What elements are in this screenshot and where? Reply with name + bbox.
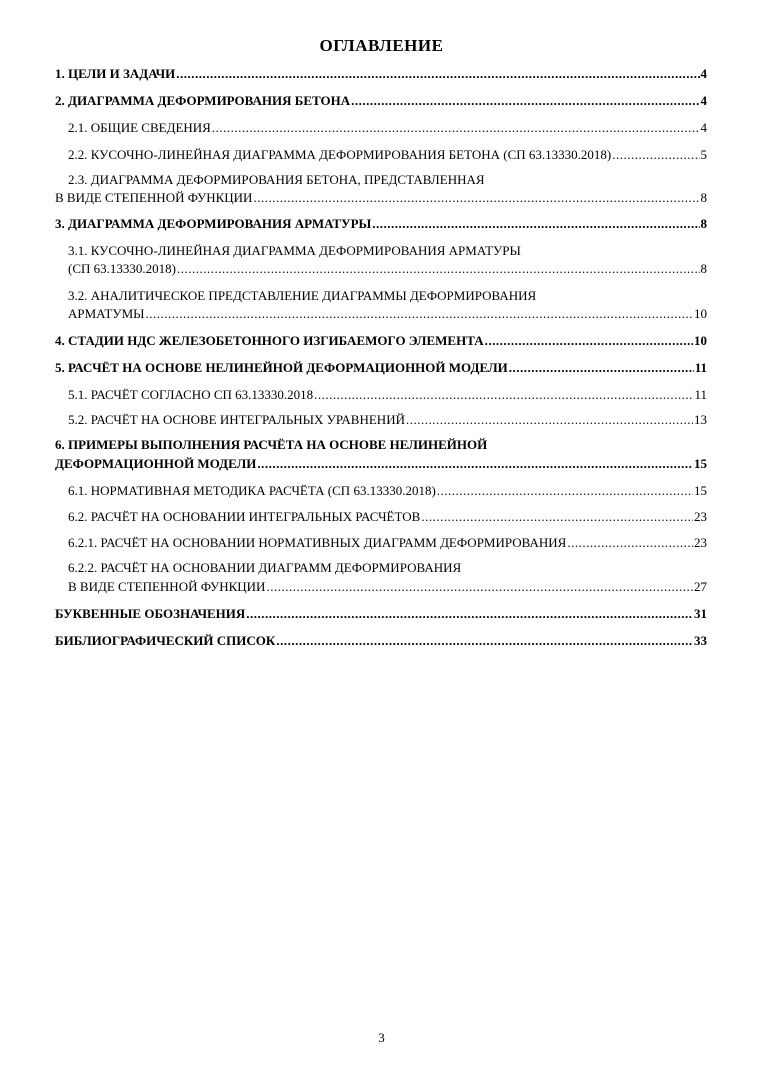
toc-entry-text: БУКВЕННЫЕ ОБОЗНАЧЕНИЯ <box>55 606 246 621</box>
dot-leader <box>437 483 693 499</box>
toc-entry[interactable] <box>68 509 707 525</box>
toc-entry-page: 13 <box>694 412 707 427</box>
toc-entry-first-line: 2.3. ДИАГРАММА ДЕФОРМИРОВАНИЯ БЕТОНА, ПРЕДСТАВЛЕННАЯ <box>68 172 485 187</box>
toc-entry-text: 1. ЦЕЛИ И ЗАДАЧИ <box>55 66 176 81</box>
toc-entry-text: В ВИДЕ СТЕПЕННОЙ ФУНКЦИИ <box>55 190 253 205</box>
dot-leader <box>266 579 693 595</box>
toc-entry-text: 6.2.1. РАСЧЁТ НА ОСНОВАНИИ НОРМАТИВНЫХ ДИАГРАММ ДЕФОРМИРОВАНИЯ <box>68 535 567 550</box>
toc-entry[interactable] <box>55 633 707 649</box>
dot-leader <box>351 93 699 109</box>
toc-entry[interactable] <box>68 147 707 163</box>
dot-leader <box>177 261 700 277</box>
toc-entry-text: 2. ДИАГРАММА ДЕФОРМИРОВАНИЯ БЕТОНА <box>55 93 351 108</box>
toc-entry-first-line: 6. ПРИМЕРЫ ВЫПОЛНЕНИЯ РАСЧЁТА НА ОСНОВЕ НЕЛИНЕЙНОЙ <box>55 437 488 452</box>
toc-entry-page: 27 <box>694 579 707 594</box>
toc-entry[interactable] <box>55 456 707 472</box>
toc-entry[interactable] <box>68 579 707 595</box>
toc-entry-page: 5 <box>700 147 707 162</box>
toc-entry-text: 5.1. РАСЧЁТ СОГЛАСНО СП 63.13330.2018 <box>68 387 314 402</box>
toc-entry-text: БИБЛИОГРАФИЧЕСКИЙ СПИСОК <box>55 633 276 648</box>
toc-entry[interactable] <box>68 261 707 277</box>
dot-leader <box>212 120 700 136</box>
toc-entry-first-line: 3.1. КУСОЧНО-ЛИНЕЙНАЯ ДИАГРАММА ДЕФОРМИРОВАНИЯ АРМАТУРЫ <box>68 243 521 258</box>
toc-entry[interactable] <box>68 535 707 551</box>
toc-entry-page: 31 <box>694 606 707 621</box>
toc-entry[interactable] <box>68 387 707 403</box>
dot-leader <box>612 147 699 163</box>
toc-entry-text: 5. РАСЧЁТ НА ОСНОВЕ НЕЛИНЕЙНОЙ ДЕФОРМАЦИОННОЙ МОДЕЛИ <box>55 360 508 375</box>
toc-entry-first-line: 3.2. АНАЛИТИЧЕСКОЕ ПРЕДСТАВЛЕНИЕ ДИАГРАММЫ ДЕФОРМИРОВАНИЯ <box>68 288 537 303</box>
dot-leader <box>314 387 693 403</box>
toc-entry[interactable] <box>55 333 707 349</box>
toc-entry-page: 10 <box>694 333 707 348</box>
toc-entry-text: (СП 63.13330.2018) <box>68 261 176 276</box>
toc-entry[interactable] <box>55 190 707 206</box>
dot-leader <box>485 333 693 349</box>
toc-entry-page: 4 <box>700 93 707 108</box>
toc-entry-page: 4 <box>700 66 707 81</box>
toc-entry[interactable] <box>68 306 707 322</box>
dot-leader <box>567 535 693 551</box>
dot-leader <box>406 412 693 428</box>
toc-entry-text: 2.1. ОБЩИЕ СВЕДЕНИЯ <box>68 120 211 135</box>
toc-entry-text: 2.2. КУСОЧНО-ЛИНЕЙНАЯ ДИАГРАММА ДЕФОРМИРОВАНИЯ БЕТОНА (СП 63.13330.2018) <box>68 147 612 162</box>
dot-leader <box>372 216 699 232</box>
toc-entry-page: 15 <box>694 483 707 498</box>
toc-entry-text: 6.1. НОРМАТИВНАЯ МЕТОДИКА РАСЧЁТА (СП 63.13330.2018) <box>68 483 436 498</box>
toc-entry-text: В ВИДЕ СТЕПЕННОЙ ФУНКЦИИ <box>68 579 266 594</box>
dot-leader <box>509 360 694 376</box>
toc-entry[interactable] <box>55 216 707 232</box>
toc-entry-page: 8 <box>700 190 707 205</box>
toc-entry[interactable] <box>68 120 707 136</box>
dot-leader <box>276 633 693 649</box>
toc-entry-page: 10 <box>694 306 707 321</box>
toc-entry-text: АРМАТУМЫ <box>68 306 145 321</box>
toc-entry[interactable] <box>55 93 707 109</box>
dot-leader <box>257 456 693 472</box>
toc-entry-text: 3. ДИАГРАММА ДЕФОРМИРОВАНИЯ АРМАТУРЫ <box>55 216 372 231</box>
toc-entry[interactable] <box>55 66 707 82</box>
toc-entry[interactable] <box>68 412 707 428</box>
toc-entry-page: 23 <box>694 535 707 550</box>
dot-leader <box>176 66 699 82</box>
toc-entry-page: 4 <box>700 120 707 135</box>
toc-entry-text: 4. СТАДИИ НДС ЖЕЛЕЗОБЕТОННОГО ИЗГИБАЕМОГО ЭЛЕМЕНТА <box>55 333 484 348</box>
toc-entry-page: 11 <box>694 360 707 375</box>
toc-entry[interactable] <box>55 606 707 622</box>
toc-entry-text: 5.2. РАСЧЁТ НА ОСНОВЕ ИНТЕГРАЛЬНЫХ УРАВНЕНИЙ <box>68 412 405 427</box>
toc-title: ОГЛАВЛЕНИЕ <box>319 36 444 55</box>
toc-entry-page: 11 <box>694 387 707 402</box>
dot-leader <box>246 606 693 622</box>
toc-entry-first-line: 6.2.2. РАСЧЁТ НА ОСНОВАНИИ ДИАГРАММ ДЕФОРМИРОВАНИЯ <box>68 560 462 575</box>
toc-entry-page: 8 <box>700 216 707 231</box>
toc-entry-page: 33 <box>694 633 707 648</box>
toc-entry-page: 8 <box>700 261 707 276</box>
toc-entry-page: 15 <box>694 456 707 471</box>
toc-entry-text: ДЕФОРМАЦИОННОЙ МОДЕЛИ <box>55 456 257 471</box>
toc-entry[interactable] <box>68 483 707 499</box>
dot-leader <box>253 190 699 206</box>
page-number: 3 <box>378 1030 385 1045</box>
toc-entry-page: 23 <box>694 509 707 524</box>
toc-entry[interactable] <box>55 360 707 376</box>
toc-entry-text: 6.2. РАСЧЁТ НА ОСНОВАНИИ ИНТЕГРАЛЬНЫХ РАСЧЁТОВ <box>68 509 421 524</box>
dot-leader <box>145 306 693 322</box>
dot-leader <box>421 509 693 525</box>
